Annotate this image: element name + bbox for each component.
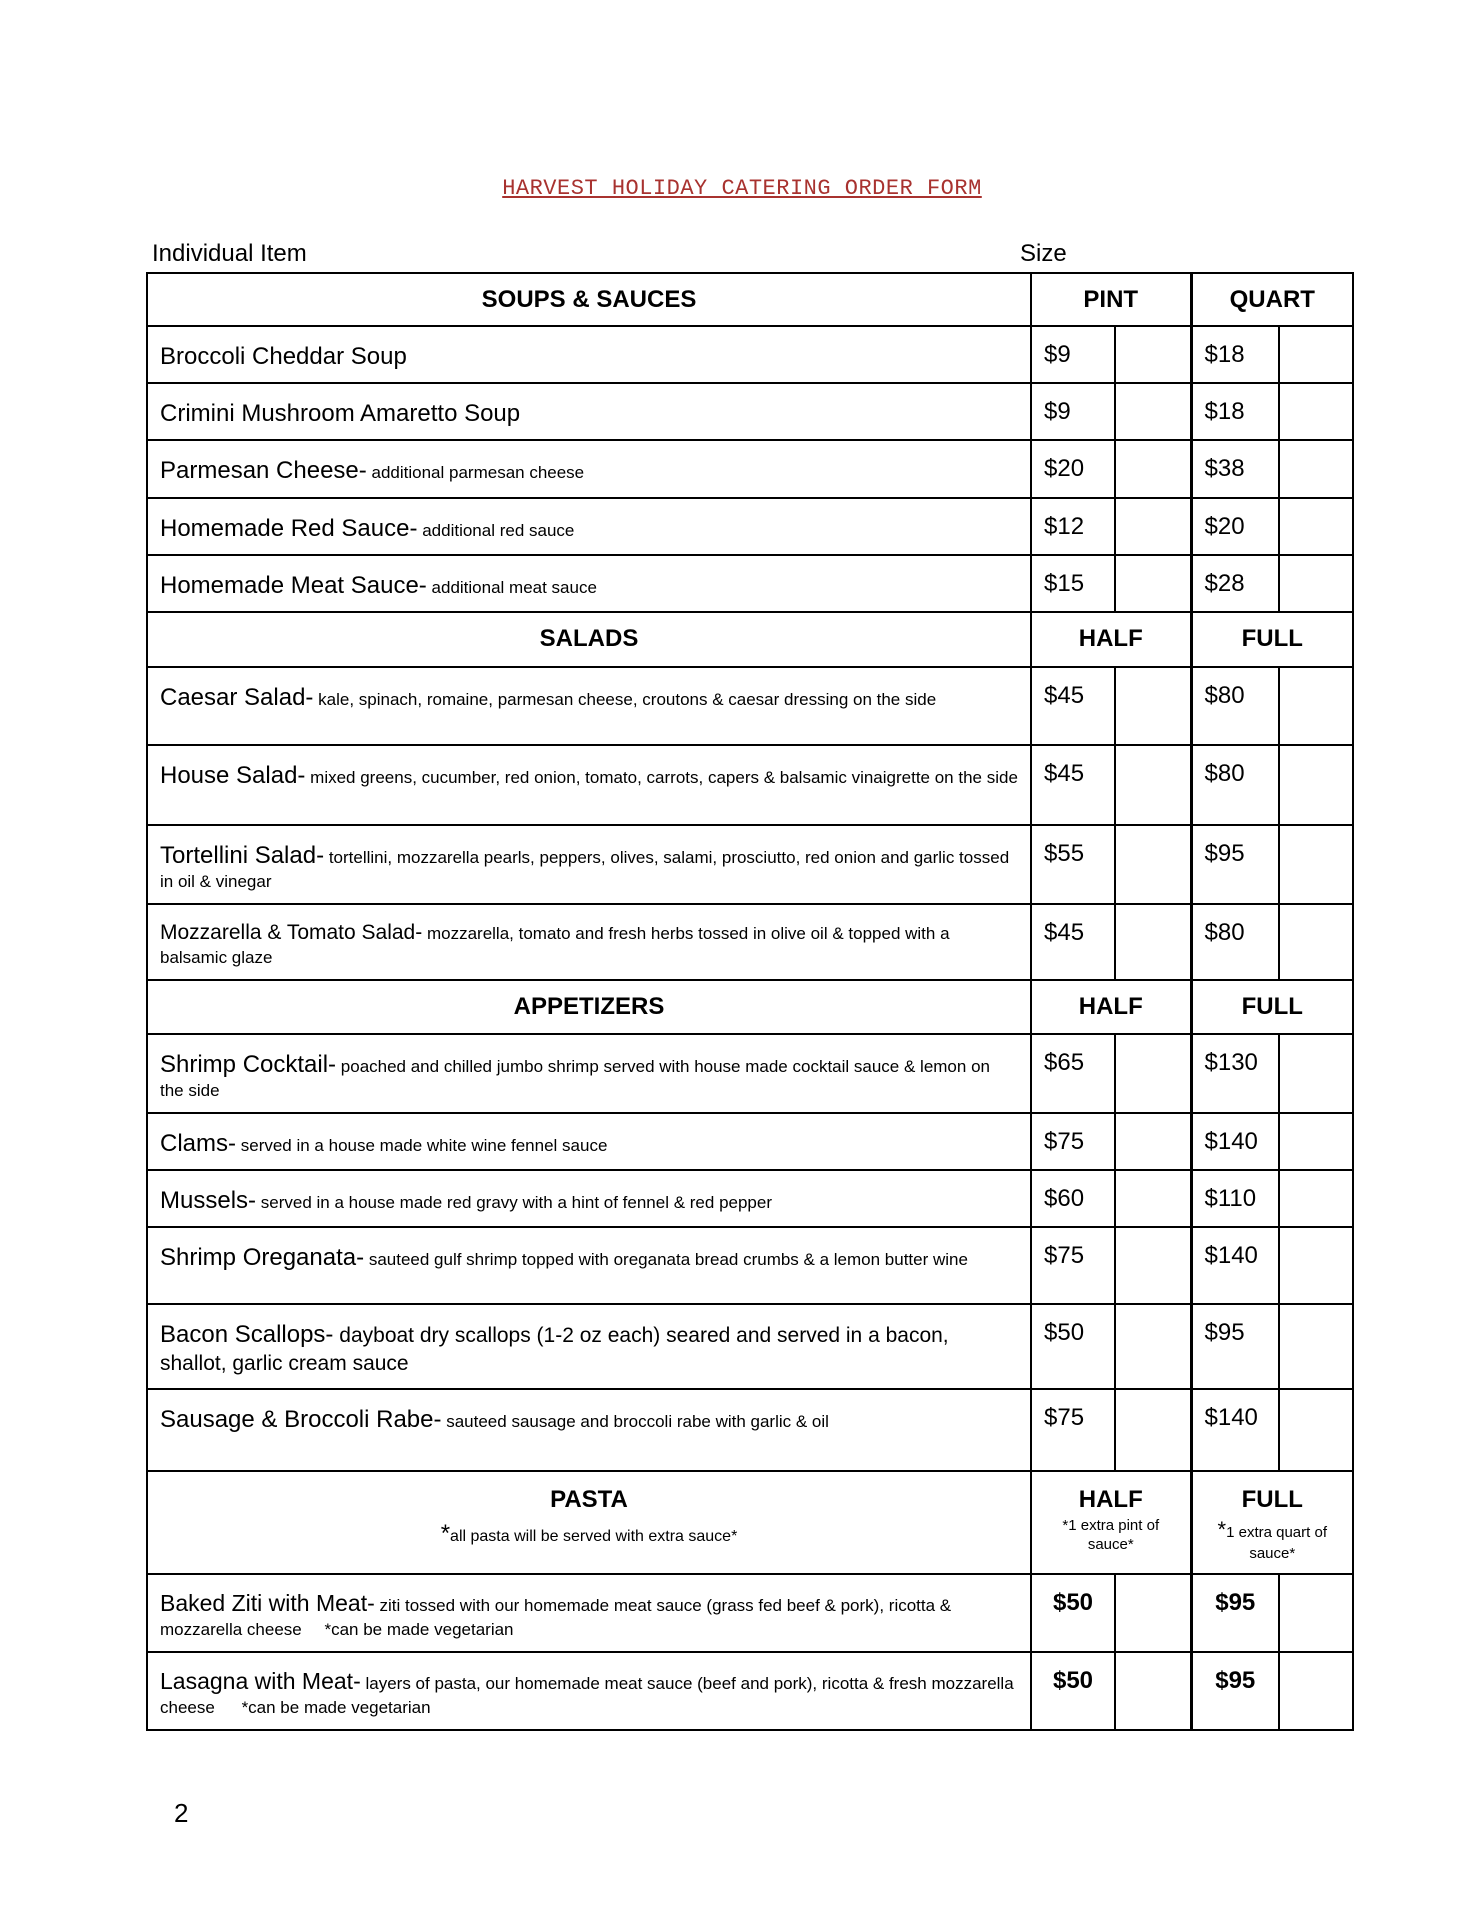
price-quart: $20: [1191, 498, 1279, 555]
item-description: [147, 1227, 1031, 1304]
item-detail: served in a house made white wine fennel sauce: [240, 1135, 608, 1155]
qty-half-box[interactable]: [1115, 825, 1191, 904]
item-detail: dayboat dry scallops (1-2 oz each) seared and served in a bacon, shallot, garlic cream sauce: [160, 1324, 949, 1376]
item-description: [147, 745, 1031, 825]
item-detail: poached and chilled jumbo shrimp served with house made cocktail sauce & lemon on the side: [160, 1056, 990, 1100]
price-full: $95: [1191, 1652, 1279, 1730]
price-full: $140: [1191, 1389, 1279, 1471]
item-name: Lasagna with Meat-: [160, 1667, 361, 1694]
item-name: Clams-: [160, 1129, 236, 1157]
qty-quart-box[interactable]: [1279, 383, 1353, 440]
menu-item-row: [147, 1227, 1353, 1304]
qty-quart-box[interactable]: [1279, 555, 1353, 612]
item-name: Broccoli Cheddar Soup: [160, 343, 407, 370]
menu-item-row: [147, 667, 1353, 745]
section-title: APPETIZERS: [147, 980, 1031, 1034]
full-size-note: *1 extra quart of sauce*: [1217, 1516, 1327, 1563]
price-quart: $38: [1191, 440, 1279, 497]
item-detail: mozzarella, tomato and fresh herbs tossed in olive oil & topped with a balsamic glaze: [160, 924, 950, 967]
qty-full-box[interactable]: [1279, 1034, 1353, 1113]
qty-full-box[interactable]: [1279, 1652, 1353, 1730]
price-half: $75: [1031, 1227, 1115, 1304]
qty-full-box[interactable]: [1279, 1170, 1353, 1227]
item-name: Sausage & Broccoli Rabe-: [160, 1405, 442, 1433]
size-header-full: FULL: [1191, 612, 1353, 667]
size-header-half: HALF: [1031, 612, 1191, 667]
qty-pint-box[interactable]: [1115, 498, 1191, 555]
item-name: Shrimp Oreganata-: [160, 1244, 365, 1272]
menu-item-row: [147, 825, 1353, 904]
item-description: [147, 1389, 1031, 1471]
qty-half-box[interactable]: [1115, 1170, 1191, 1227]
half-size-note: *1 extra pint of sauce*: [1062, 1516, 1160, 1554]
qty-half-box[interactable]: [1115, 745, 1191, 825]
price-half: $65: [1031, 1034, 1115, 1113]
price-quart: $28: [1191, 555, 1279, 612]
qty-full-box[interactable]: [1279, 745, 1353, 825]
size-header-full: FULL *1 extra quart of sauce*: [1191, 1471, 1353, 1574]
item-description: [147, 383, 1031, 440]
vegetarian-note: *can be made vegetarian: [241, 1697, 431, 1717]
item-name: Tortellini Salad-: [160, 841, 325, 869]
menu-item-row: [147, 498, 1353, 555]
item-description: [147, 326, 1031, 383]
item-description: [147, 904, 1031, 979]
price-full: $140: [1191, 1113, 1279, 1170]
qty-full-box[interactable]: [1279, 904, 1353, 979]
price-half: $75: [1031, 1113, 1115, 1170]
menu-item-row: [147, 440, 1353, 497]
price-full: $95: [1191, 1304, 1279, 1388]
size-header-full: FULL: [1191, 980, 1353, 1034]
price-full: $80: [1191, 904, 1279, 979]
item-description: [147, 1652, 1031, 1730]
price-half: $60: [1031, 1170, 1115, 1227]
item-description: [147, 1304, 1031, 1388]
qty-half-box[interactable]: [1115, 1304, 1191, 1388]
qty-pint-box[interactable]: [1115, 383, 1191, 440]
item-name: Crimini Mushroom Amaretto Soup: [160, 400, 521, 428]
qty-full-box[interactable]: [1279, 1389, 1353, 1471]
size-header-quart: QUART: [1191, 273, 1353, 326]
item-name: Baked Ziti with Meat-: [160, 1589, 375, 1616]
item-name: Homemade Red Sauce-: [160, 514, 418, 542]
section-title: SOUPS & SAUCES: [147, 273, 1031, 326]
qty-full-box[interactable]: [1279, 667, 1353, 745]
item-detail: tortellini, mozzarella pearls, peppers, olives, salami, prosciutto, red onion and garlic tossed in oil & vinegar: [160, 847, 1010, 892]
item-name: Homemade Meat Sauce-: [160, 571, 427, 599]
menu-item-row: [147, 1389, 1353, 1471]
price-full: $110: [1191, 1170, 1279, 1227]
menu-item-row: [147, 1170, 1353, 1227]
qty-full-box[interactable]: [1279, 1113, 1353, 1170]
menu-item-row: [147, 326, 1353, 383]
price-pint: $9: [1031, 326, 1115, 383]
item-detail: additional meat sauce: [431, 577, 597, 597]
section-title: SALADS: [147, 612, 1031, 667]
price-pint: $15: [1031, 555, 1115, 612]
menu-item-row: [147, 745, 1353, 825]
price-quart: $18: [1191, 383, 1279, 440]
item-detail: ziti tossed with our homemade meat sauce (grass fed beef & pork), ricotta & mozzarella cheese: [160, 1595, 952, 1639]
item-detail: sauteed sausage and broccoli rabe with garlic & oil: [446, 1411, 829, 1431]
qty-half-box[interactable]: [1115, 1227, 1191, 1304]
item-description: [147, 555, 1031, 612]
menu-item-row: [147, 1113, 1353, 1170]
menu-item-row: [147, 555, 1353, 612]
pasta-note: *all pasta will be served with extra sauce*: [440, 1519, 738, 1547]
section-header-pasta: [147, 1471, 1353, 1574]
section-header-appetizers: [147, 980, 1353, 1034]
price-full: $80: [1191, 745, 1279, 825]
price-full: $140: [1191, 1227, 1279, 1304]
item-description: [147, 498, 1031, 555]
price-full: $95: [1191, 825, 1279, 904]
item-name: Parmesan Cheese-: [160, 457, 367, 485]
item-description: [147, 440, 1031, 497]
size-header-half: HALF: [1031, 980, 1191, 1034]
price-full: $130: [1191, 1034, 1279, 1113]
price-half: $55: [1031, 825, 1115, 904]
page-number: 2: [174, 1798, 189, 1828]
qty-half-box[interactable]: [1115, 1574, 1191, 1652]
item-name: Mozzarella & Tomato Salad-: [160, 921, 423, 945]
item-description: [147, 667, 1031, 745]
section-header-salads: [147, 612, 1353, 667]
price-half: $45: [1031, 745, 1115, 825]
item-name: Shrimp Cocktail-: [160, 1050, 337, 1078]
item-detail: additional red sauce: [422, 520, 575, 540]
item-description: [147, 1574, 1031, 1652]
menu-item-row: [147, 383, 1353, 440]
item-detail: kale, spinach, romaine, parmesan cheese, croutons & caesar dressing on the side: [318, 689, 937, 709]
size-header-pint: PINT: [1031, 273, 1191, 326]
qty-full-box[interactable]: [1279, 1574, 1353, 1652]
form-title: HARVEST HOLIDAY CATERING ORDER FORM: [502, 176, 982, 201]
qty-quart-box[interactable]: [1279, 326, 1353, 383]
price-quart: $18: [1191, 326, 1279, 383]
price-half: $45: [1031, 904, 1115, 979]
vegetarian-note: *can be made vegetarian: [324, 1619, 514, 1639]
section-header-soups: [147, 273, 1353, 326]
item-detail: layers of pasta, our homemade meat sauce (beef and pork), ricotta & fresh mozzarella cheese: [160, 1673, 1014, 1717]
item-name: Caesar Salad-: [160, 683, 314, 711]
qty-half-box[interactable]: [1115, 1652, 1191, 1730]
item-detail: sauteed gulf shrimp topped with oreganata bread crumbs & a lemon butter wine: [368, 1250, 968, 1270]
qty-half-box[interactable]: [1115, 1113, 1191, 1170]
qty-half-box[interactable]: [1115, 667, 1191, 745]
qty-full-box[interactable]: [1279, 1227, 1353, 1304]
menu-item-row: [147, 1304, 1353, 1388]
item-name: Bacon Scallops-: [160, 1321, 334, 1349]
price-full: $80: [1191, 667, 1279, 745]
price-pint: $20: [1031, 440, 1115, 497]
size-header-half: HALF *1 extra pint of sauce*: [1031, 1471, 1191, 1574]
item-description: [147, 1170, 1031, 1227]
section-title: PASTA: [550, 1485, 628, 1513]
menu-item-row: [147, 904, 1353, 979]
price-half: $75: [1031, 1389, 1115, 1471]
item-name: Mussels-: [160, 1187, 257, 1215]
price-full: $95: [1191, 1574, 1279, 1652]
qty-quart-box[interactable]: [1279, 498, 1353, 555]
item-name: House Salad-: [160, 761, 306, 789]
item-detail: additional parmesan cheese: [371, 463, 585, 483]
price-pint: $12: [1031, 498, 1115, 555]
price-half: $50: [1031, 1574, 1115, 1652]
qty-half-box[interactable]: [1115, 904, 1191, 979]
item-detail: mixed greens, cucumber, red onion, tomato, carrots, capers & balsamic vinaigrette on the side: [310, 767, 1018, 787]
order-table: [146, 272, 1354, 1731]
item-description: [147, 1113, 1031, 1170]
qty-half-box[interactable]: [1115, 1389, 1191, 1471]
item-description: [147, 825, 1031, 904]
price-pint: $9: [1031, 383, 1115, 440]
individual-item-label: Individual Item: [152, 240, 307, 267]
qty-pint-box[interactable]: [1115, 440, 1191, 497]
qty-half-box[interactable]: [1115, 1034, 1191, 1113]
pasta-section-title: [147, 1471, 1031, 1574]
item-detail: served in a house made red gravy with a hint of fennel & red pepper: [260, 1193, 773, 1213]
menu-item-row: [147, 1652, 1353, 1730]
size-label: Size: [1020, 240, 1067, 267]
price-half: $50: [1031, 1652, 1115, 1730]
menu-item-row: [147, 1034, 1353, 1113]
qty-pint-box[interactable]: [1115, 326, 1191, 383]
qty-pint-box[interactable]: [1115, 555, 1191, 612]
price-half: $50: [1031, 1304, 1115, 1388]
price-half: $45: [1031, 667, 1115, 745]
menu-item-row: [147, 1574, 1353, 1652]
qty-full-box[interactable]: [1279, 1304, 1353, 1388]
qty-full-box[interactable]: [1279, 825, 1353, 904]
qty-quart-box[interactable]: [1279, 440, 1353, 497]
item-description: [147, 1034, 1031, 1113]
